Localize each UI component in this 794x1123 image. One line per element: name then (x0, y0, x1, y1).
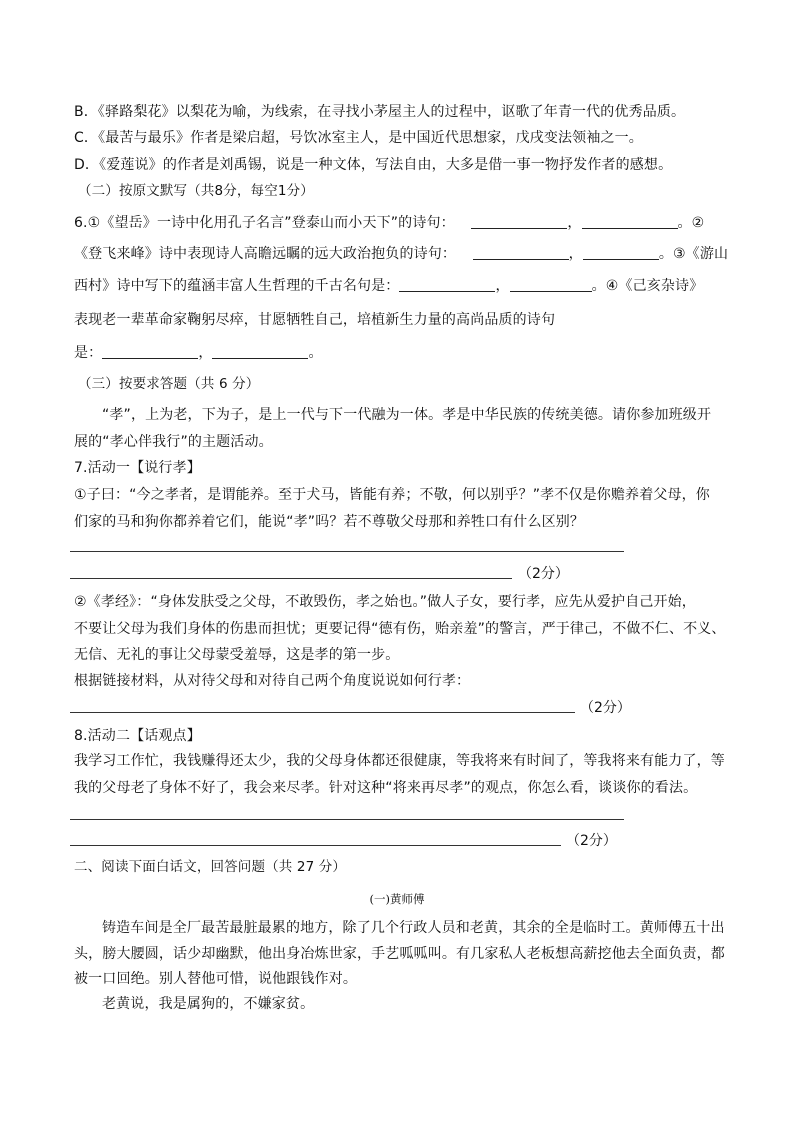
question-8-line-2: 我的父母老了身体不好了，我会来尽孝。针对这种“将来再尽孝”的观点，你怎么看，谈谈你的看法。 (74, 780, 698, 796)
question-8-line-1: 我学习工作忙，我钱赚得还太少，我的父母身体都还很健康，等我将来有时间了，等我将来有能力了，等 (74, 753, 725, 769)
question-7-part-2-line-2: 不要让父母为我们身体的伤患而担忧；更要记得“德有伤，贻亲羞”的警言，严于律己，不做不仁、不义、 (74, 621, 726, 637)
answer-blank-6[interactable] (510, 277, 592, 292)
score-label-2: （2分） (580, 700, 631, 716)
question-7-part-2-line-4: 根据链接材料，从对待父母和对待自己两个角度说说如何行孝： (74, 673, 471, 689)
answer-blank-2[interactable] (582, 214, 678, 229)
question-7-part-2-line-1: ②《孝经》：“身体发肤受之父母，不敢毁伤，孝之始也。”做人子女，要行孝，应先从爱护自己开始， (74, 594, 696, 610)
question-7-part-1-line-2: 们家的马和狗你都养着它们，能说“孝”吗？若不尊敬父母那和养牲口有什么区别？ (74, 514, 585, 530)
answer-blank-3[interactable] (473, 245, 569, 260)
answer-line-4[interactable] (70, 819, 624, 820)
question-7-title: 7.活动一【说行孝】 (74, 460, 201, 476)
question-7-part-1-line-1: ①子曰：“今之孝者，是谓能养。至于犬马，皆能有养；不敬，何以别乎？”孝不仅是你赡养着父母，你 (74, 487, 710, 503)
question-8-title: 8.活动二【话观点】 (74, 728, 201, 744)
passage-line-1: 铸造车间是全厂最苦最脏最累的地方，除了几个行政人员和老黄，其余的全是临时工。黄师傅五十出 (102, 920, 725, 936)
answer-blank-1[interactable] (471, 214, 567, 229)
option-c: C．《最苦与最乐》作者是梁启超，号饮冰室主人，是中国近代思想家，戊戌变法领袖之一。 (74, 130, 643, 146)
score-label-3: （2分） (566, 833, 617, 849)
passage-line-3: 被一口回绝。别人替他可惜，说他跟钱作对。 (74, 971, 357, 987)
score-label-1: （2分） (518, 566, 569, 582)
question-6-line-5: 是： ， 。 (74, 345, 323, 361)
answer-blank-8[interactable] (212, 344, 308, 359)
section-heading-answers: （三）按要求答题（共 6 分） (78, 376, 260, 392)
question-6-line-2: 《登飞来峰》诗中表现诗人高瞻远瞩的远大政治抱负的诗句： ， 。③《游山 (74, 246, 729, 262)
section-heading-recitation: （二）按原文默写（共8分，每空1分） (78, 183, 314, 199)
answer-blank-5[interactable] (399, 277, 495, 292)
question-7-part-2-line-3: 无信、无礼的事让父母蒙受羞辱，这是孝的第一步。 (74, 647, 400, 663)
option-d: D．《爱莲说》的作者是刘禹锡，说是一种文体，写法自由，大多是借一事一物抒发作者的感想。 (74, 157, 673, 173)
answer-line-5[interactable] (70, 845, 561, 846)
question-6-line-3: 西村》诗中写下的蕴涵丰富人生哲理的千古名句是： ， 。④《己亥杂诗》 (74, 278, 704, 294)
option-b: B．《驿路梨花》以梨花为喻，为线索，在寻找小茅屋主人的过程中，讴歌了年青一代的优秀品质。 (74, 104, 686, 120)
intro-line-1: “孝”，上为老，下为子，是上一代与下一代融为一体。孝是中华民族的传统美德。请你参加班级开 (102, 407, 712, 423)
part-2-heading: 二、阅读下面白话文，回答问题（共 27 分） (74, 859, 347, 875)
passage-line-2: 头，膀大腰圆，话少却幽默，他出身冶炼世家，手艺呱呱叫。有几家私人老板想高薪挖他去全面负责，都 (74, 946, 725, 962)
answer-line-1[interactable] (70, 551, 624, 552)
question-6-line-4: 表现老一辈革命家鞠躬尽瘁，甘愿牺牲自己，培植新生力量的高尚品质的诗句 (74, 312, 556, 328)
answer-blank-7[interactable] (102, 344, 198, 359)
intro-line-2: 展的“孝心伴我行”的主题活动。 (74, 434, 273, 450)
passage-title: (一)黄师傅 (369, 892, 425, 906)
answer-line-3[interactable] (70, 712, 575, 713)
question-6-line-1: 6.①《望岳》一诗中化用孔子名言”登泰山而小天下”的诗句： ， 。② (74, 215, 705, 231)
answer-blank-4[interactable] (583, 245, 659, 260)
passage-line-4: 老黄说，我是属狗的，不嫌家贫。 (102, 996, 315, 1012)
answer-line-2[interactable] (70, 578, 512, 579)
